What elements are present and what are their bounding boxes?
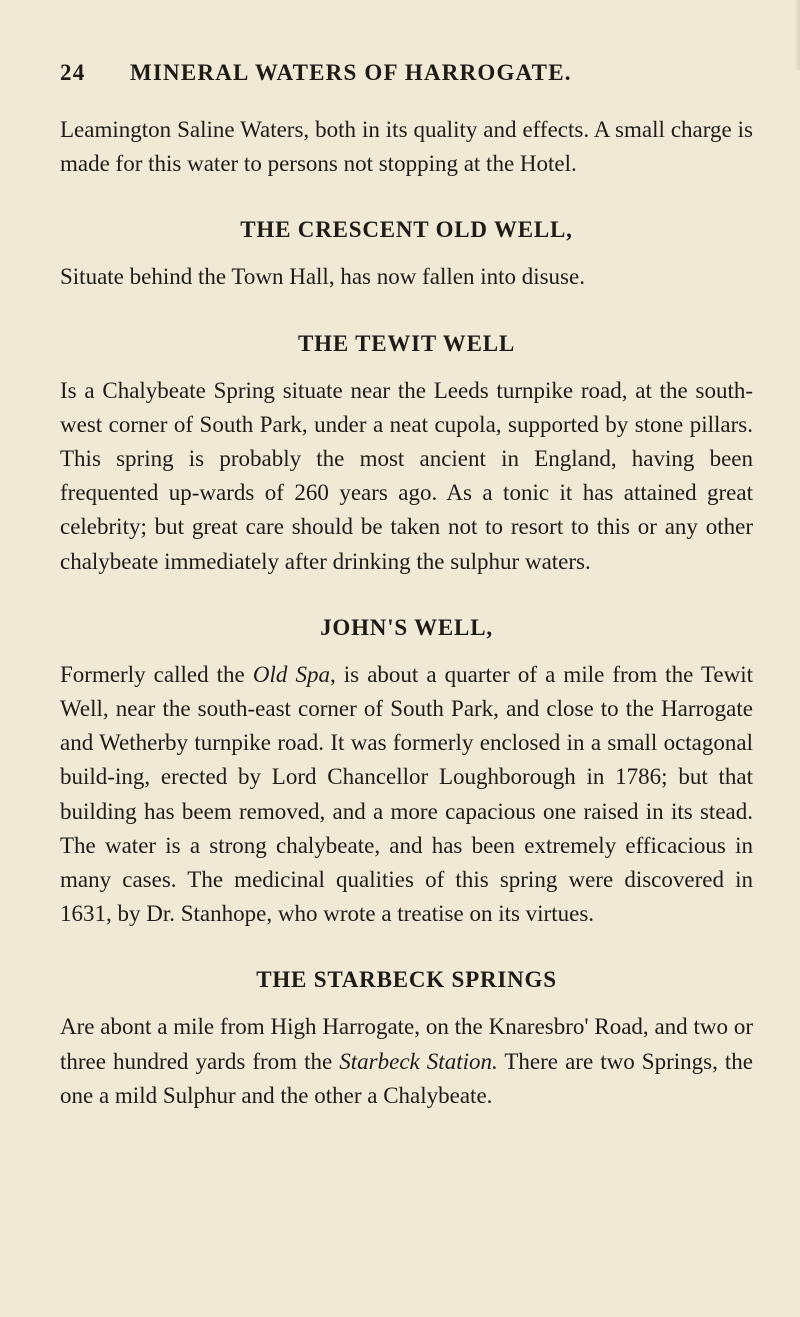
page-edge-shadow <box>794 0 800 70</box>
johns-text-end: , is about a quarter of a mile from the Tewit Well, near the south-east corner of South Park, and close to the Harrogate and Wetherby turnpike road. It was formerly enclosed in a small octagonal build-ing, erected by Lord Chancellor Loughborough in 1786; but that building has beem removed, and a more capacious one raised in its stead. The water is a strong chalybeate, and has been extremely efficacious in many cases. The medicinal qualities of this spring were discovered in 1631, by Dr. Stanhope, who wrote a treatise on its virtues. <box>60 661 753 927</box>
running-head <box>60 60 750 96</box>
intro-paragraph: Leamington Saline Waters, both in its quality and effects. A small charge is made for this water to persons not stopping at the Hotel. <box>60 117 753 177</box>
heading-johns-well: JOHN'S WELL, <box>320 614 493 640</box>
paragraph-johns-well <box>60 658 753 932</box>
heading-starbeck-springs: THE STARBECK SPRINGS <box>256 967 557 993</box>
paragraph-tewit-well: Is a Chalybeate Spring situate near the Leeds turnpike road, at the south-west corner of South Park, under a neat cupola, supported by stone pillars. This spring is probably the most ancient in England, having been frequented up-wards of 260 years ago. As a tonic it has attained great celebrity; but great care should be taken not to resort to this or any other chalybeate immediately after drinking the sulphur waters. <box>60 377 753 574</box>
starbeck-text-start: Are abont a mile from High Harrogate, on the Knaresbro' Road, and two or three hundred yards from the <box>60 1014 753 1074</box>
johns-text-start: Formerly called the <box>60 661 253 687</box>
heading-crescent-old-well: THE CRESCENT OLD WELL, <box>240 217 573 243</box>
heading-tewit-well: THE TEWIT WELL <box>297 330 516 356</box>
starbeck-italic-station: Starbeck Station. <box>339 1048 498 1074</box>
body-text <box>60 113 753 1113</box>
paragraph-starbeck-springs <box>60 1010 753 1113</box>
johns-italic-old-spa: Old Spa <box>252 661 330 687</box>
paragraph-crescent-old-well: Situate behind the Town Hall, has now fallen into disuse. <box>60 264 585 290</box>
starbeck-text-end: There are two Springs, the one a mild Sulphur and the other a Chalybeate. <box>60 1048 753 1108</box>
page-number: 24 <box>60 60 86 85</box>
running-title: MINERAL WATERS OF HARROGATE. <box>130 60 572 85</box>
